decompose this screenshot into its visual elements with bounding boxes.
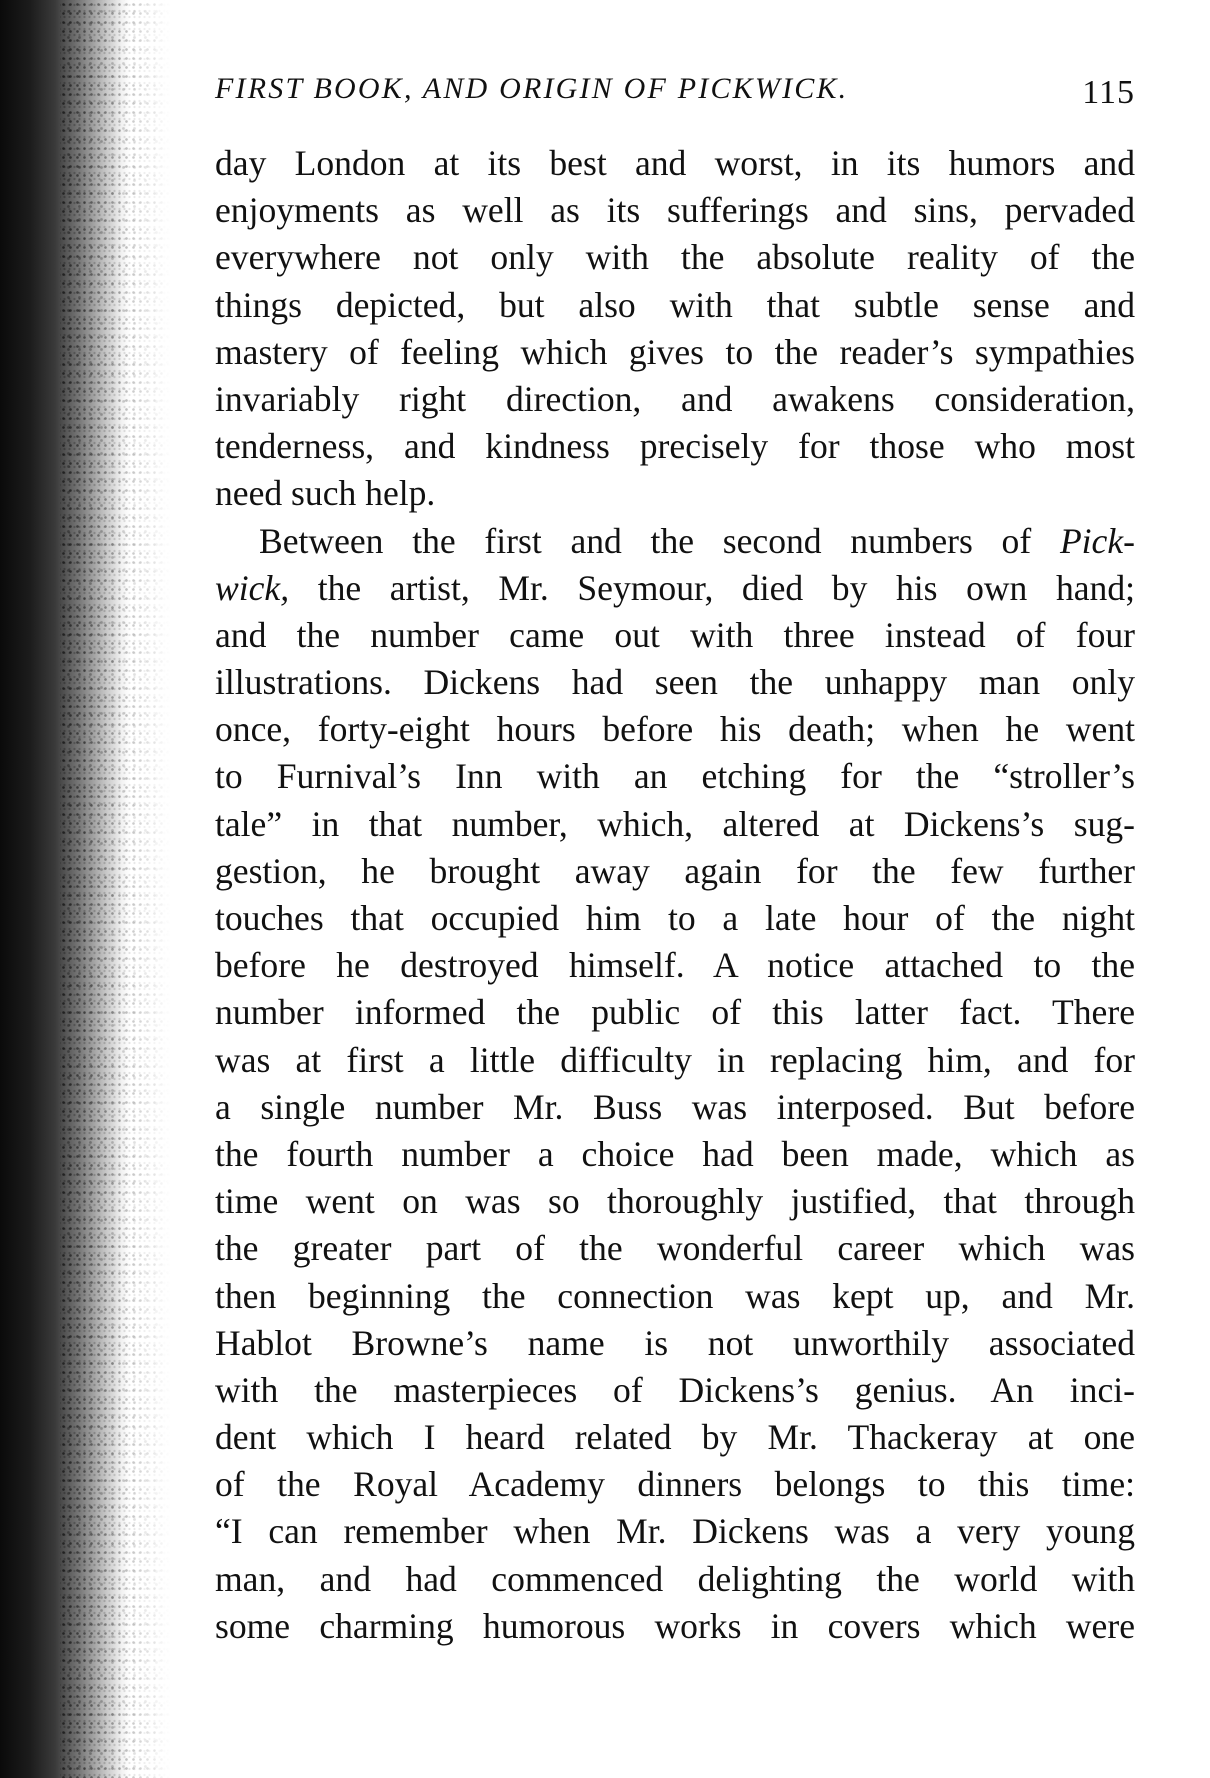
running-head xyxy=(215,72,1135,116)
text-line: then beginning the connection was kept up, and Mr. xyxy=(215,1275,1135,1316)
text-line: was at first a little difficulty in replacing him, and for xyxy=(215,1039,1135,1080)
text-line: time went on was so thoroughly justified, that through xyxy=(215,1181,1135,1222)
text-line: tenderness, and kindness precisely for those who most xyxy=(215,426,1135,467)
italic-title-segment: Pick- xyxy=(1059,520,1135,561)
binding-gutter-speckle xyxy=(60,0,170,1778)
text-line: some charming humorous works in covers which were xyxy=(215,1605,1135,1646)
text-line xyxy=(215,565,1135,612)
text-line: of the Royal Academy dinners belongs to this time: xyxy=(215,1464,1135,1505)
text-line: touches that occupied him to a late hour of the night xyxy=(215,898,1135,938)
text-line: gestion, he brought away again for the few further xyxy=(215,850,1135,891)
text-segment: the artist, Mr. Seymour, died by his own hand; xyxy=(289,567,1135,608)
text-line: the fourth number a choice had been made, which as xyxy=(215,1133,1135,1174)
text-line: “I can remember when Mr. Dickens was a very young xyxy=(215,1511,1135,1552)
text-line: enjoyments as well as its sufferings and sins, pervaded xyxy=(215,190,1135,231)
paragraph-start-line xyxy=(215,518,1135,565)
text-segment: Between the first and the second numbers of xyxy=(259,520,1060,561)
text-line: number informed the public of this latter fact. There xyxy=(215,992,1135,1033)
text-line: things depicted, but also with that subtle sense and xyxy=(215,284,1135,325)
text-line: to Furnival’s Inn with an etching for the “stroller’s xyxy=(215,756,1135,797)
text-line: day London at its best and worst, in its humors and xyxy=(215,143,1135,183)
text-line: dent which I heard related by Mr. Thackeray at one xyxy=(215,1417,1135,1458)
text-line: with the masterpieces of Dickens’s genius. An inci- xyxy=(215,1369,1135,1410)
text-line: the greater part of the wonderful career which was xyxy=(215,1228,1135,1269)
running-title: FIRST BOOK, AND ORIGIN OF PICKWICK. xyxy=(215,72,849,105)
text-line: invariably right direction, and awakens consideration, xyxy=(215,378,1135,419)
text-line: a single number Mr. Buss was interposed. But before xyxy=(215,1086,1135,1127)
text-line: mastery of feeling which gives to the reader’s sympathies xyxy=(215,331,1135,372)
paragraph-end-line: need such help. xyxy=(215,473,436,514)
text-line: man, and had commenced delighting the world with xyxy=(215,1558,1135,1599)
page-number: 115 xyxy=(1082,74,1135,111)
text-line: and the number came out with three instead of four xyxy=(215,614,1135,655)
text-line: everywhere not only with the absolute reality of the xyxy=(215,237,1135,278)
text-line: before he destroyed himself. A notice attached to the xyxy=(215,945,1135,986)
body-text xyxy=(215,140,1135,1650)
text-line: once, forty-eight hours before his death; when he went xyxy=(215,709,1135,750)
text-line: tale” in that number, which, altered at Dickens’s sug- xyxy=(215,803,1135,844)
text-line: Hablot Browne’s name is not unworthily associated xyxy=(215,1322,1135,1363)
italic-title-segment: wick, xyxy=(215,567,290,608)
text-line: illustrations. Dickens had seen the unhappy man only xyxy=(215,662,1135,703)
